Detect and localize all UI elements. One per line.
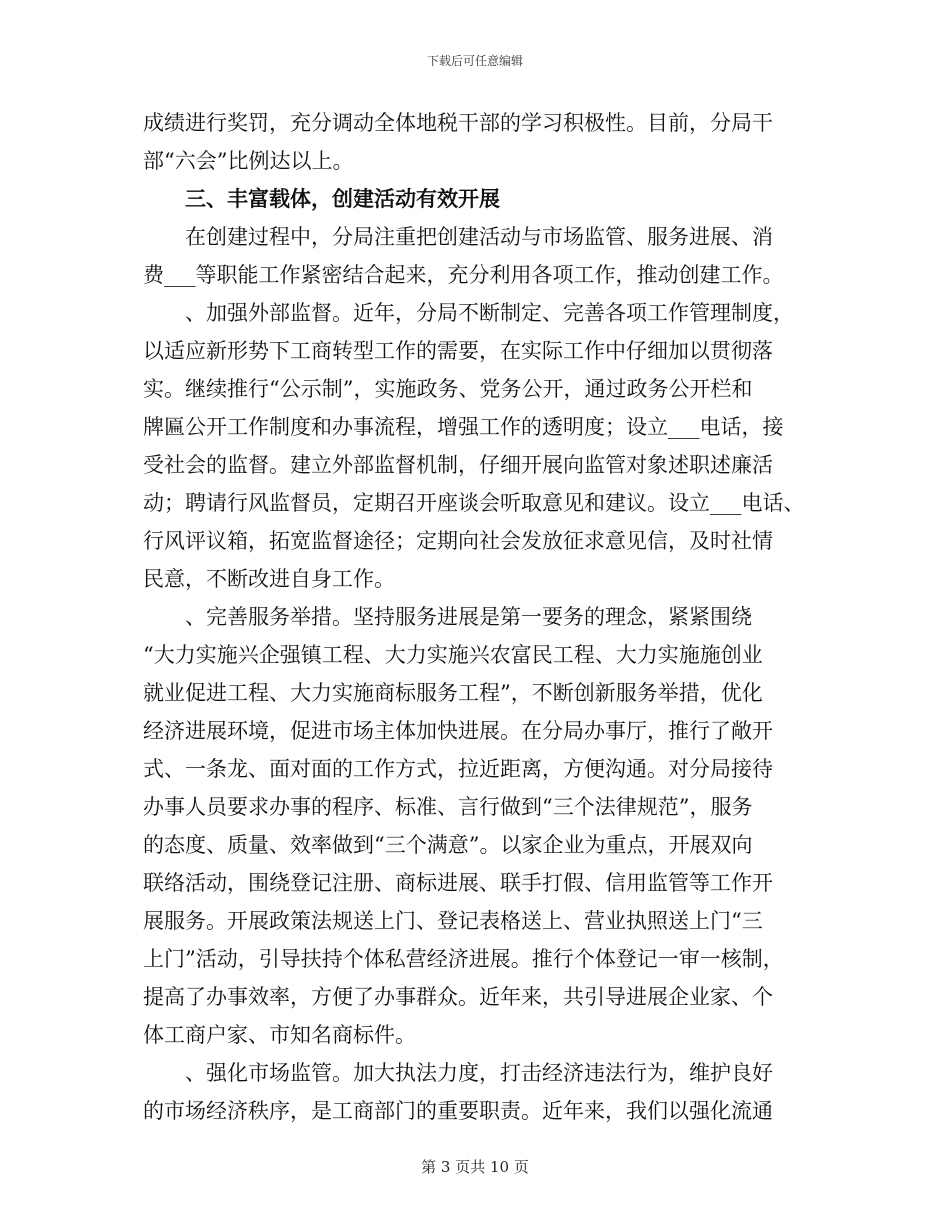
text-line: 在创建过程中，分局注重把创建活动与市场监管、服务进展、消 <box>143 225 773 249</box>
text-line: 体工商户家、市知名商标件。 <box>143 1023 416 1047</box>
text-line: 、完善服务举措。坚持服务进展是第一要务的理念，紧紧围绕 <box>143 605 752 629</box>
text-line: 的态度、质量、效率做到“三个满意”。以家企业为重点，开展双向 <box>143 833 753 857</box>
text-line: 民意，不断改进自身工作。 <box>143 567 395 591</box>
text-line: 经济进展环境，促进市场主体加快进展。在分局办事厅，推行了敞开 <box>143 719 773 743</box>
text-line: 、加强外部监督。近年，分局不断制定、完善各项工作管理制度， <box>143 301 794 325</box>
text-line: 行风评议箱，拓宽监督途径；定期向社会发放征求意见信，及时社情 <box>143 529 773 553</box>
page-header: 下载后可任意编辑 <box>426 54 523 68</box>
text-line: 、强化市场监管。加大执法力度，打击经济违法行为，维护良好 <box>143 1061 773 1085</box>
text-line: 部“六会”比例达以上。 <box>143 149 354 173</box>
text-line: “大力实施兴企强镇工程、大力实施兴农富民工程、大力实施施创业 <box>143 643 763 667</box>
text-line: 实。继续推行“公示制”，实施政务、党务公开，通过政务公开栏和 <box>143 377 753 401</box>
text-line: 提高了办事效率，方便了办事群众。近年来，共引导进展企业家、个 <box>143 985 773 1009</box>
text-line: 展服务。开展政策法规送上门、登记表格送上、营业执照送上门“三 <box>143 909 763 933</box>
text-line: 以适应新形势下工商转型工作的需要，在实际工作中仔细加以贯彻落 <box>143 339 773 363</box>
text-line: 成绩进行奖罚，充分调动全体地税干部的学习积极性。目前，分局干 <box>143 111 773 135</box>
text-line: 上门”活动，引导扶持个体私营经济进展。推行个体登记一审一核制， <box>143 947 784 971</box>
text-line: 的市场经济秩序，是工商部门的重要职责。近年来，我们以强化流通 <box>143 1099 773 1123</box>
text-line: 联络活动，围绕登记注册、商标进展、联手打假、信用监管等工作开 <box>143 871 773 895</box>
text-line: 牌匾公开工作制度和办事流程，增强工作的透明度；设立___电话，接 <box>143 415 784 439</box>
page-footer: 第 3 页共 10 页 <box>421 1158 529 1176</box>
text-line: 费___等职能工作紧密结合起来，充分利用各项工作，推动创建工作。 <box>143 263 784 287</box>
text-line: 就业促进工程、大力实施商标服务工程”，不断创新服务举措，优化 <box>143 681 763 705</box>
text-line: 式、一条龙、面对面的工作方式，拉近距离，方便沟通。对分局接待 <box>143 757 773 781</box>
text-line: 办事人员要求办事的程序、标准、言行做到“三个法律规范”，服务 <box>143 795 753 819</box>
text-line: 受社会的监督。建立外部监督机制，仔细开展向监管对象述职述廉活 <box>143 453 773 477</box>
text-line: 动；聘请行风监督员，定期召开座谈会听取意见和建议。设立___电话、 <box>143 491 805 515</box>
section-heading: 三、丰富载体，创建活动有效开展 <box>143 186 500 211</box>
document-body <box>143 104 823 1130</box>
